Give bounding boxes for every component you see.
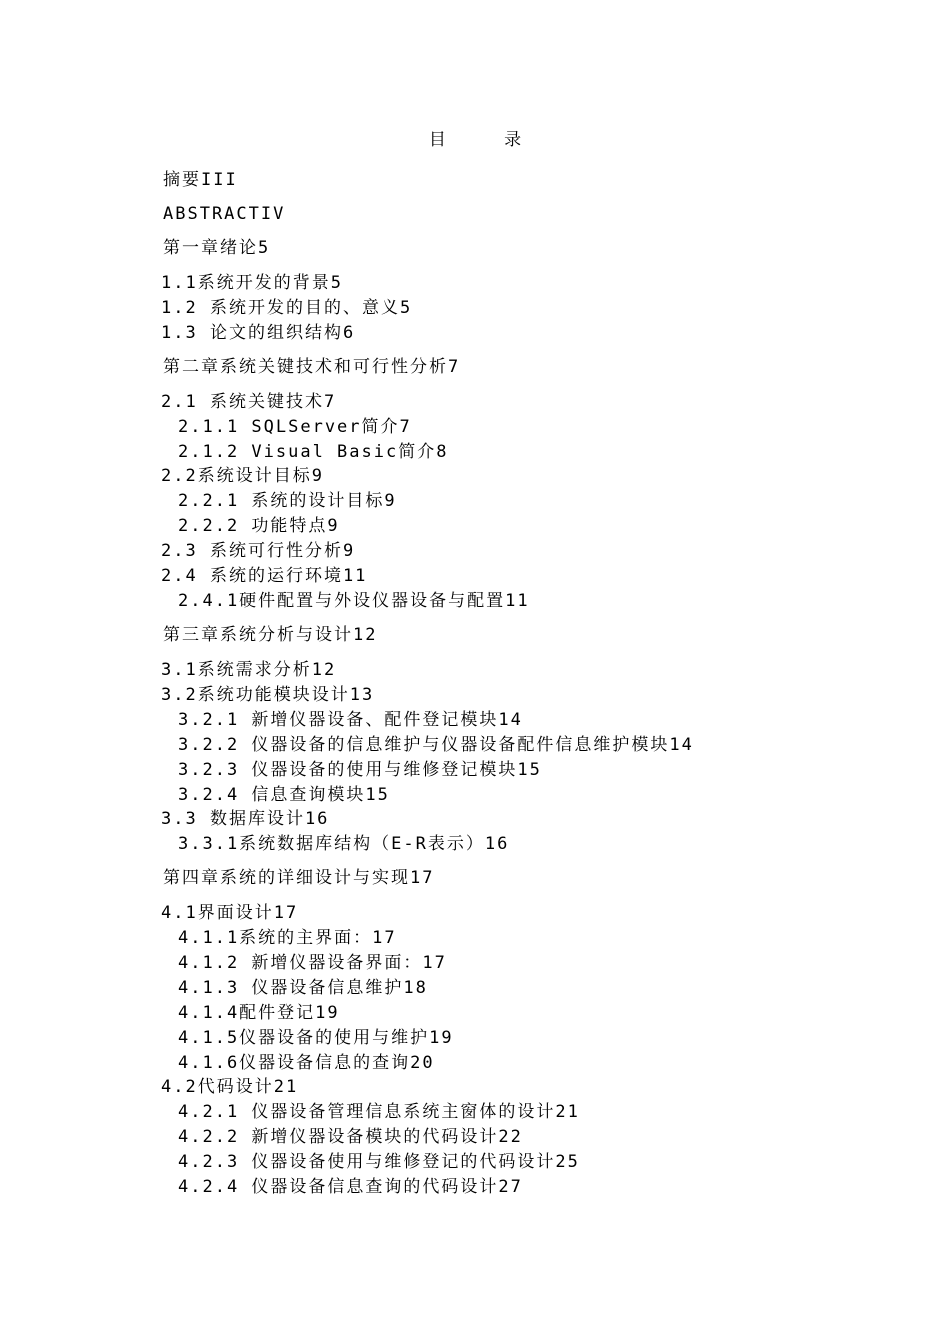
toc-subsection-entry: 4.2.2 新增仪器设备模块的代码设计22 [178,1127,523,1147]
toc-title: 目 录 [428,130,546,150]
toc-subsection-entry: 4.2.4 仪器设备信息查询的代码设计27 [178,1177,523,1197]
toc-subsection-entry: 2.2.1 系统的设计目标9 [178,491,397,511]
toc-subsection-entry: 3.2.3 仪器设备的使用与维修登记模块15 [178,760,542,780]
toc-subsection-entry: 3.3.1系统数据库结构（E-R表示）16 [178,834,510,854]
toc-chapter-entry: 第一章绪论5 [163,238,271,258]
toc-subsection-entry: 4.1.6仪器设备信息的查询20 [178,1053,435,1073]
toc-section-entry: 2.3 系统可行性分析9 [161,541,356,561]
toc-section-entry: 1.1系统开发的背景5 [161,273,343,293]
toc-subsection-entry: 3.2.4 信息查询模块15 [178,785,390,805]
toc-section-entry: 4.2代码设计21 [161,1077,299,1097]
toc-section-entry: 3.3 数据库设计16 [161,809,330,829]
toc-section-entry: 4.1界面设计17 [161,903,299,923]
toc-chapter-entry: 第三章系统分析与设计12 [163,625,378,645]
toc-subsection-entry: 3.2.2 仪器设备的信息维护与仪器设备配件信息维护模块14 [178,735,694,755]
toc-section-entry: 2.1 系统关键技术7 [161,392,337,412]
toc-subsection-entry: 4.1.2 新增仪器设备界面：17 [178,953,447,973]
toc-section-entry: 2.4 系统的运行环境11 [161,566,368,586]
toc-subsection-entry: 2.1.2 Visual Basic简介8 [178,442,449,462]
toc-subsection-entry: 4.1.1系统的主界面：17 [178,928,397,948]
toc-chapter-entry: 第四章系统的详细设计与实现17 [163,868,435,888]
toc-subsection-entry: 4.1.4配件登记19 [178,1003,340,1023]
toc-section-entry: 2.2系统设计目标9 [161,466,324,486]
toc-section-entry: 3.2系统功能模块设计13 [161,685,375,705]
toc-subsection-entry: 2.1.1 SQLServer简介7 [178,417,412,437]
toc-subsection-entry: 2.4.1硬件配置与外设仪器设备与配置11 [178,591,530,611]
toc-subsection-entry: 4.2.1 仪器设备管理信息系统主窗体的设计21 [178,1102,580,1122]
toc-section-entry: 1.3 论文的组织结构6 [161,323,356,343]
toc-subsection-entry: 3.2.1 新增仪器设备、配件登记模块14 [178,710,523,730]
toc-chapter-entry: ABSTRACTIV [163,204,286,224]
toc-chapter-entry: 摘要III [163,170,238,190]
toc-subsection-entry: 4.1.3 仪器设备信息维护18 [178,978,428,998]
toc-section-entry: 1.2 系统开发的目的、意义5 [161,298,413,318]
toc-chapter-entry: 第二章系统关键技术和可行性分析7 [163,357,461,377]
toc-subsection-entry: 2.2.2 功能特点9 [178,516,340,536]
toc-section-entry: 3.1系统需求分析12 [161,660,337,680]
toc-subsection-entry: 4.1.5仪器设备的使用与维护19 [178,1028,454,1048]
toc-subsection-entry: 4.2.3 仪器设备使用与维修登记的代码设计25 [178,1152,580,1172]
